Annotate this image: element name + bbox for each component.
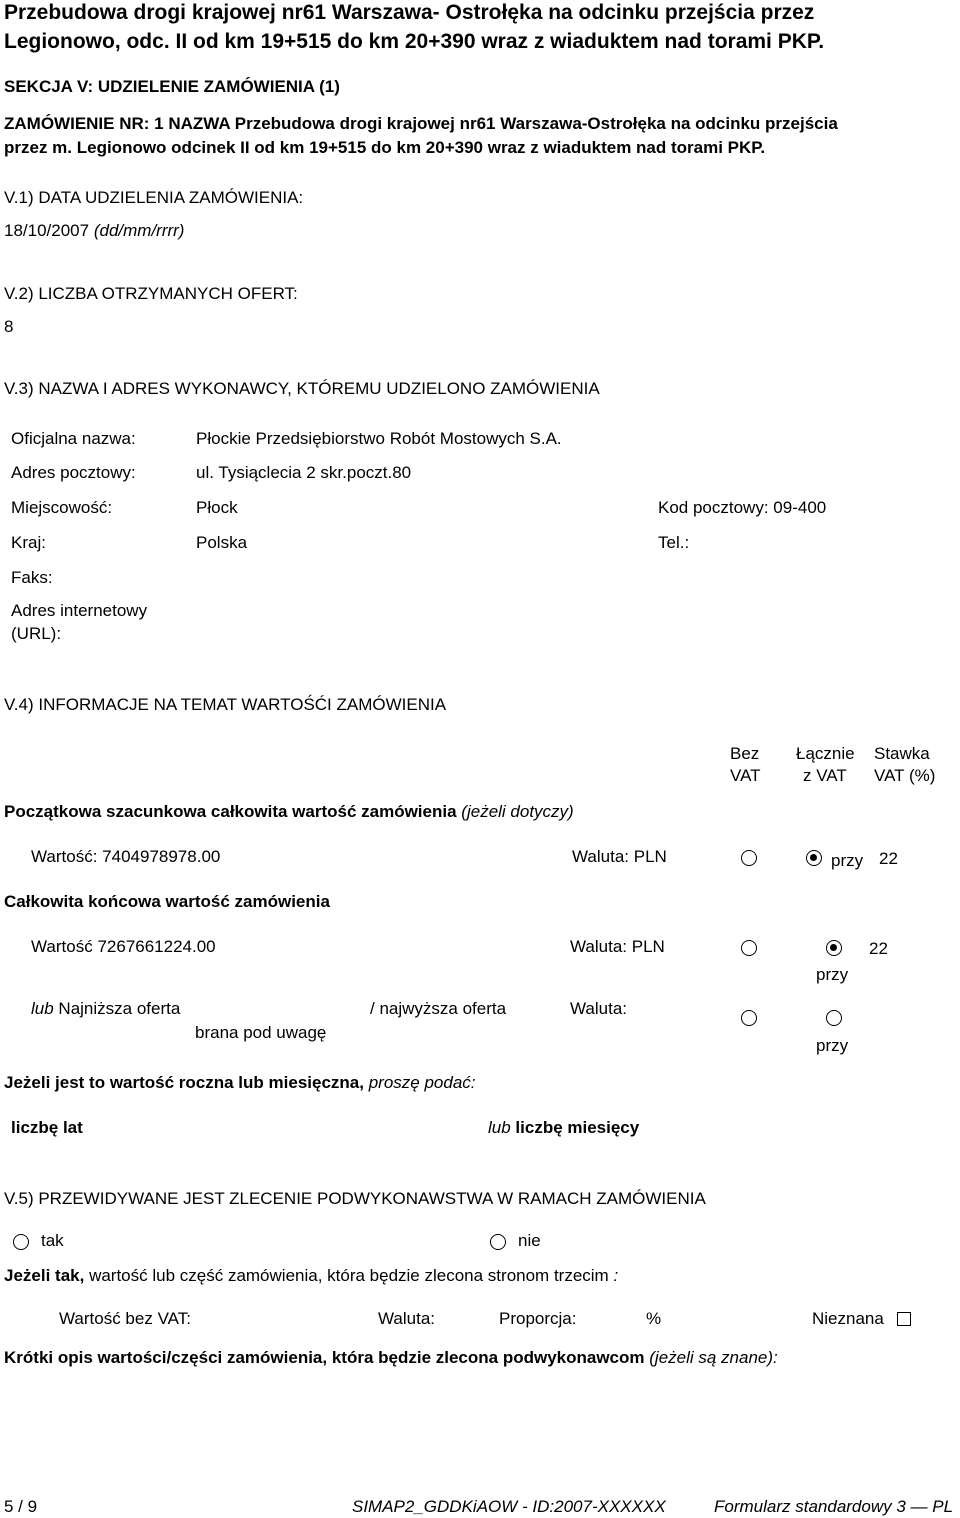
postcode-label: Kod pocztowy:: [658, 498, 769, 517]
months-row: [488, 1118, 639, 1138]
subcontract-no-label: nie: [518, 1231, 541, 1250]
initial-przy: przy: [831, 851, 864, 870]
official-name-label: Oficjalna nazwa:: [11, 429, 136, 448]
final-value-row: [31, 937, 216, 957]
lowest-offer-row: [31, 999, 180, 1019]
document-title-line-1: Przebudowa drogi krajowej nr61 Warszawa- Ostrołęka na odcinku przejścia przez: [4, 1, 815, 24]
form-name: Formularz standardowy 3 — PL: [714, 1497, 954, 1516]
annual-heading-note: proszę podać:: [368, 1073, 476, 1092]
initial-value: 7404978978.00: [102, 847, 221, 866]
final-przy: przy: [816, 965, 849, 984]
award-date: 18/10/2007: [4, 221, 90, 240]
country-value: Polska: [196, 533, 248, 552]
v1-heading: V.1) DATA UDZIELENIA ZAMÓWIENIA:: [4, 188, 304, 207]
years-label: liczbę lat: [11, 1118, 83, 1137]
offer-bez-vat-radio[interactable]: [741, 1010, 757, 1026]
subcontract-no-radio[interactable]: [490, 1234, 506, 1250]
offers-count: 8: [4, 317, 14, 336]
v5-heading: V.5) PRZEWIDYWANE JEST ZLECENIE PODWYKONAWSTWA W RAMACH ZAMÓWIENIA: [4, 1189, 706, 1208]
order-name-line-1: ZAMÓWIENIE NR: 1 NAZWA Przebudowa drogi krajowej nr61 Warszawa-Ostrołęka na odcinku przejścia: [4, 114, 838, 133]
initial-vat-rate: 22: [879, 849, 898, 868]
unknown-label: Nieznana: [812, 1309, 884, 1328]
initial-value-row: [31, 847, 220, 867]
document-id: SIMAP2_GDDKiAOW - ID:2007-XXXXXX: [352, 1497, 666, 1516]
if-yes-bold: Jeżeli tak,: [4, 1266, 85, 1285]
annual-heading: Jeżeli jest to wartość roczna lub miesięczna, proszę podać:: [4, 1073, 476, 1092]
page-number: 5 / 9: [4, 1497, 38, 1516]
subcontract-value-label: Wartość bez VAT:: [59, 1309, 191, 1328]
v2-heading: V.2) LICZBA OTRZYMANYCH OFERT:: [4, 284, 298, 303]
initial-currency-label: Waluta:: [572, 847, 630, 866]
fax-label: Faks:: [11, 568, 53, 587]
considered-label: brana pod uwagę: [195, 1023, 327, 1042]
url-label-line-2: (URL):: [11, 624, 62, 643]
award-date-row: [4, 221, 184, 241]
final-bez-vat-radio[interactable]: [741, 940, 757, 956]
section-heading: SEKCJA V: UDZIELENIE ZAMÓWIENIA (1): [4, 77, 340, 96]
final-value-heading: Całkowita końcowa wartość zamówienia: [4, 892, 330, 911]
col-lacznie-line-1: Łącznie: [796, 744, 855, 763]
postcode-value: 09-400: [773, 498, 827, 517]
initial-value-label: Wartość:: [31, 847, 98, 866]
final-z-vat-radio[interactable]: [826, 940, 842, 956]
postal-address-value: ul. Tysiąclecia 2 skr.poczt.80: [196, 463, 412, 482]
col-stawka-line-1: Stawka: [874, 744, 930, 763]
url-label-line-1: Adres internetowy: [11, 601, 148, 620]
date-format-hint: (dd/mm/rrrr): [93, 221, 185, 240]
col-bez-vat-line-1: Bez: [730, 744, 760, 763]
initial-currency-row: [572, 847, 667, 867]
document-title-line-2: Legionowo, odc. II od km 19+515 do km 20+390 wraz z wiaduktem nad torami PKP.: [4, 30, 825, 53]
offer-z-vat-radio[interactable]: [826, 1010, 842, 1026]
final-value-label: Wartość: [31, 937, 93, 956]
offer-currency-label: Waluta:: [570, 999, 628, 1018]
col-lacznie-line-2: z VAT: [803, 766, 847, 785]
months-label: liczbę miesięcy: [515, 1118, 640, 1137]
lowest-offer-label: Najniższa oferta: [58, 999, 181, 1018]
final-value: 7267661224.00: [97, 937, 216, 956]
subcontract-yes-label: tak: [41, 1231, 64, 1250]
if-yes-line: Jeżeli tak, wartość lub część zamówienia, która będzie zlecona stronom trzecim :: [4, 1266, 619, 1285]
postal-address-label: Adres pocztowy:: [11, 463, 136, 482]
offer-przy: przy: [816, 1036, 849, 1055]
highest-offer-label: / najwyższa oferta: [370, 999, 507, 1018]
v4-heading: V.4) INFORMACJE NA TEMAT WARTOŚĆI ZAMÓWIENIA: [4, 695, 447, 714]
final-currency: PLN: [631, 937, 665, 956]
tel-label: Tel.:: [658, 533, 690, 552]
subcontract-yes-radio[interactable]: [13, 1234, 29, 1250]
city-label: Miejscowość:: [11, 498, 113, 517]
initial-value-heading: Początkowa szacunkowa całkowita wartość zamówienia (jeżeli dotyczy): [4, 802, 574, 821]
city-value: Płock: [196, 498, 238, 517]
official-name-value: Płockie Przedsiębiorstwo Robót Mostowych S.A.: [196, 429, 562, 448]
initial-value-note: (jeżeli dotyczy): [461, 802, 574, 821]
col-bez-vat-line-2: VAT: [730, 766, 761, 785]
v3-heading: V.3) NAZWA I ADRES WYKONAWCY, KTÓREMU UDZIELONO ZAMÓWIENIA: [4, 379, 600, 398]
final-currency-label: Waluta:: [570, 937, 628, 956]
postcode-row: [658, 498, 826, 518]
subcontract-description-heading: Krótki opis wartości/części zamówienia, która będzie zlecona podwykonawcom (jeżeli są znane):: [4, 1348, 778, 1367]
final-currency-row: [570, 937, 665, 957]
subcontract-currency-label: Waluta:: [378, 1309, 436, 1328]
initial-bez-vat-radio[interactable]: [741, 850, 757, 866]
if-yes-text: wartość lub część zamówienia, która będzie zlecona stronom trzecim: [89, 1266, 609, 1285]
order-name-line-2: przez m. Legionowo odcinek II od km 19+515 do km 20+390 wraz z wiaduktem nad torami PKP.: [4, 138, 766, 157]
initial-currency: PLN: [633, 847, 667, 866]
country-label: Kraj:: [11, 533, 46, 552]
percent-sign: %: [646, 1309, 662, 1328]
months-lub: lub: [488, 1118, 511, 1137]
final-vat-rate: 22: [869, 939, 888, 958]
initial-z-vat-radio[interactable]: [806, 850, 822, 866]
lub-label: lub: [31, 999, 54, 1018]
unknown-checkbox[interactable]: [897, 1312, 911, 1326]
subcontract-description-note: (jeżeli są znane):: [649, 1348, 778, 1367]
col-stawka-line-2: VAT (%): [874, 766, 936, 785]
proportion-label: Proporcja:: [499, 1309, 577, 1328]
